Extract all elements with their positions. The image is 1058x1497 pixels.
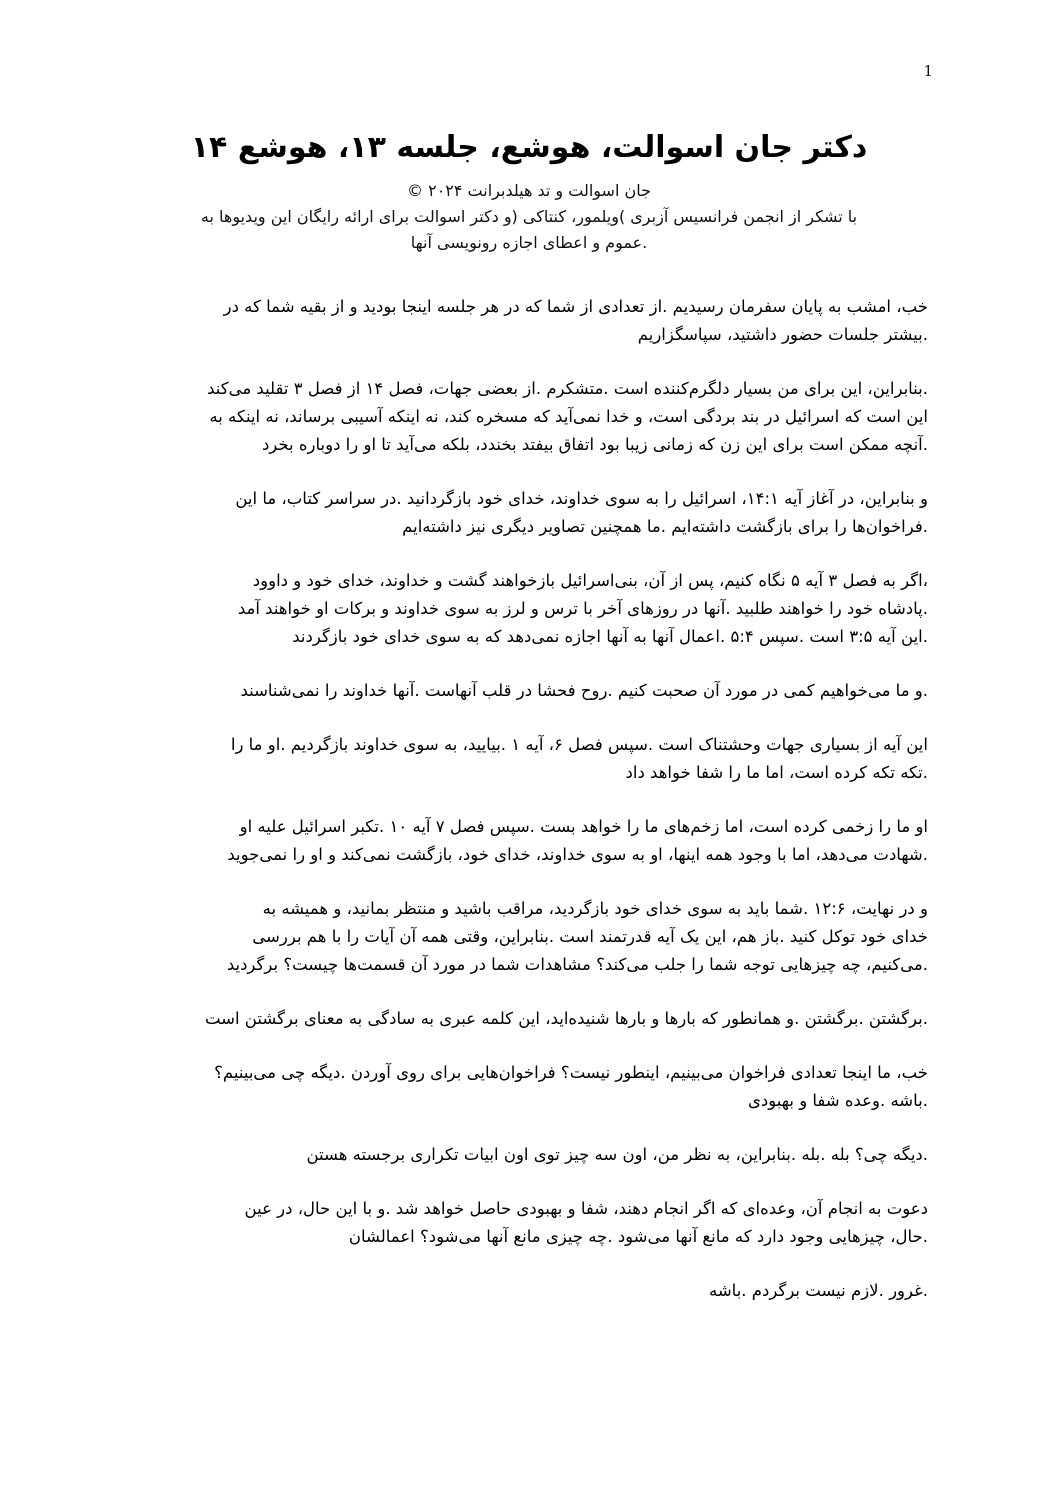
transcript-body — [128, 293, 928, 1331]
paragraph-line: خب، امشب به پایان سفرمان رسیدیم .از تعدادی از شما که در هر جلسه اینجا بودید و از بقیه شما که در — [223, 297, 928, 316]
paragraph-line: .دیگه چی؟ بله .بله .بنابراین، به نظر من، اون سه چیز توی اون ابیات تکراری برجسته هستن — [306, 1145, 928, 1164]
paragraph-line: .این آیه ۳:۵ است .سپس ۵:۴ .اعمال آنها به آنها اجازه نمی‌دهد که به سوی خدای خود بازگردند — [292, 627, 928, 646]
paragraph — [128, 293, 928, 349]
paragraph-line: او ما را زخمی کرده است، اما زخم‌های ما را خواهد بست .سپس فصل ۷ آیه ۱۰ .تکبر اسرائیل علیه او — [239, 817, 928, 836]
acknowledgement-line: با تشکر از انجمن فرانسیس آزبری )ویلمور، کنتاکی (و دکتر اسوالت برای ارائه رایگان این ویدیوها به — [200, 207, 858, 226]
paragraph-line: این است که اسرائیل در بند بردگی است، و خدا نمی‌آید که مسخره کند، نه اینکه آسیبی برساند، نه اینکه به — [209, 407, 928, 426]
paragraph — [128, 567, 928, 651]
page-number: 1 — [923, 62, 933, 80]
paragraph-line: .آنچه ممکن است برای این زن که زمانی زیبا بود اتفاق بیفتد بخندد، بلکه می‌آید تا او را دوباره بخرد — [261, 435, 928, 454]
paragraph — [128, 731, 928, 787]
copyright-line: جان اسوالت و تد هیلدبرانت ۲۰۲۴ © — [407, 181, 651, 200]
paragraph-line: این آیه از بسیاری جهات وحشتناک است .سپس فصل ۶، آیه ۱ .بیایید، به سوی خداوند بازگردیم .او ما را — [230, 735, 928, 754]
paragraph — [128, 485, 928, 541]
paragraph — [128, 1195, 928, 1251]
paragraph — [128, 1059, 928, 1115]
paragraph — [128, 1141, 928, 1169]
paragraph-line: .تکه تکه کرده است، اما ما را شفا خواهد داد — [625, 763, 928, 782]
paragraph-line: ،اگر به فصل ۳ آیه ۵ نگاه کنیم، پس از آن، بنی‌اسرائیل بازخواهند گشت و خداوند، خدای خود و داوود — [252, 571, 928, 590]
paragraph-line: .فراخوان‌ها را برای بازگشت داشته‌ایم .ما همچنین تصاویر دیگری نیز داشته‌ایم — [402, 517, 928, 536]
paragraph — [128, 375, 928, 459]
paragraph-line: .بنابراین، این برای من بسیار دلگرم‌کننده است .متشکرم .از بعضی جهات، فصل ۱۴ از فصل ۳ تقلید می‌کند — [207, 379, 928, 398]
paragraph-line: و در نهایت، ۱۲:۶ .شما باید به سوی خدای خود بازگردید، مراقب باشید و منتظر بمانید، و همیشه به — [262, 899, 928, 918]
paragraph-line: .و ما می‌خواهیم کمی در مورد آن صحبت کنیم .روح فحشا در قلب آنهاست .آنها خداوند را نمی‌شناسند — [240, 681, 928, 700]
paragraph — [128, 1277, 928, 1305]
document-title: دکتر جان اسوالت، هوشع، جلسه ۱۳، هوشع ۱۴ — [190, 130, 868, 165]
paragraph — [128, 895, 928, 979]
paragraph-line: .غرور .لازم نیست برگردم .باشه — [709, 1281, 928, 1300]
paragraph-line: و بنابراین، در آغاز آیه ۱۴:۱، اسرائیل را به سوی خداوند، خدای خود بازگردانید .در سراسر کتاب، ما این — [235, 489, 928, 508]
paragraph-line: .شهادت می‌دهد، اما با وجود همه اینها، او به سوی خداوند، خدای خود، بازگشت نمی‌کند و او را نمی‌جوید — [227, 845, 928, 864]
paragraph-line: خب، ما اینجا تعدادی فراخوان می‌بینیم، اینطور نیست؟ فراخوان‌هایی برای روی آوردن .دیگه چی می‌بینیم؟ — [214, 1063, 928, 1082]
paragraph-line: .می‌کنیم، چه چیزهایی توجه شما را جلب می‌کند؟ مشاهدات شما در مورد آن قسمت‌ها چیست؟ برگردید — [226, 955, 928, 974]
paragraph-line: .باشه .وعده شفا و بهبودی — [747, 1091, 928, 1110]
paragraph-line: خدای خود توکل کنید .باز هم، این یک آیه قدرتمند است .بنابراین، وقتی همه آن آیات را با هم بررسی — [252, 927, 928, 946]
paragraph-line: .پادشاه خود را خواهند طلبید .آنها در روزهای آخر با ترس و لرز به سوی خداوند و برکات او خواهند آمد — [237, 599, 928, 618]
acknowledgement — [130, 204, 928, 256]
paragraph-line: دعوت به انجام آن، وعده‌ای که اگر انجام دهند، شفا و بهبودی حاصل خواهد شد .و با این حال، در عین — [244, 1199, 928, 1218]
paragraph-line: .حال، چیزهایی وجود دارد که مانع آنها می‌شود .چه چیزی مانع آنها می‌شود؟ اعمالشان — [348, 1227, 928, 1246]
paragraph — [128, 677, 928, 705]
paragraph-line: .بیشتر جلسات حضور داشتید، سپاسگزاریم — [637, 325, 928, 344]
paragraph — [128, 1005, 928, 1033]
paragraph-line: .برگشتن .برگشتن .و همانطور که بارها و بارها شنیده‌اید، این کلمه عبری به سادگی به معنای برگشتن است — [204, 1009, 928, 1028]
document-header — [130, 128, 928, 256]
acknowledgement-line: .عموم و اعطای اجازه رونویسی آنها — [410, 233, 648, 252]
paragraph — [128, 813, 928, 869]
